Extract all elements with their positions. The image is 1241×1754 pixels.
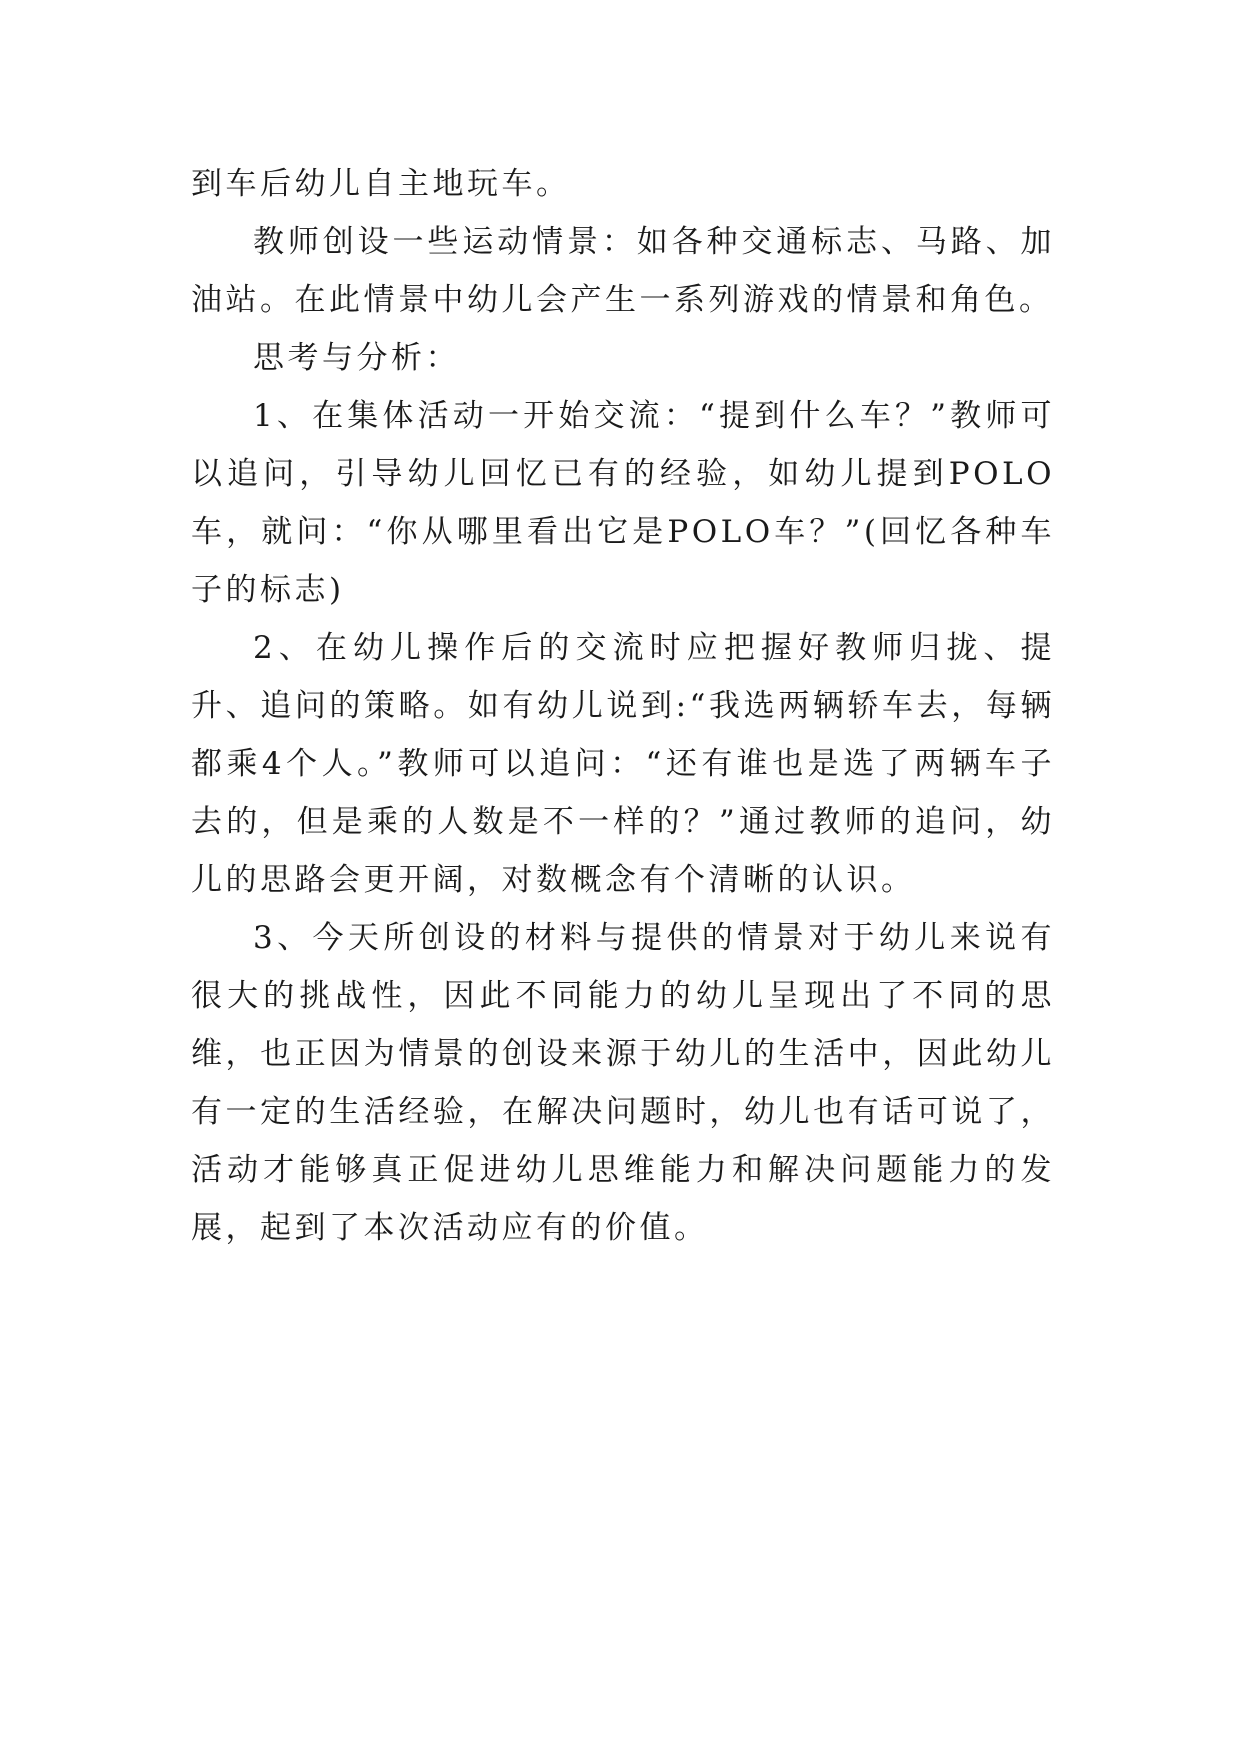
paragraph-scenario: 教师创设一些运动情景：如各种交通标志、马路、加油站。在此情景中幼儿会产生一系列游戏的情景和角色。 <box>191 224 1055 318</box>
paragraph-point-2: 2、在幼儿操作后的交流时应把握好教师归拢、提升、追问的策略。如有幼儿说到:“我选两辆轿车去，每辆都乘4个人。”教师可以追问：“还有谁也是选了两辆车子去的，但是乘的人数是不一样的？”通过教师的追问，幼儿的思路会更开阔，对数概念有个清晰的认识。 <box>191 630 1055 898</box>
paragraph-continuation: 到车后幼儿自主地玩车。 <box>191 166 571 202</box>
paragraph-point-1: 1、在集体活动一开始交流：“提到什么车？”教师可以追问，引导幼儿回忆已有的经验，如幼儿提到POLO车，就问：“你从哪里看出它是POLO车？”(回忆各种车子的标志) <box>191 398 1055 608</box>
section-heading-analysis: 思考与分析： <box>253 340 460 376</box>
paragraph-point-3: 3、今天所创设的材料与提供的情景对于幼儿来说有很大的挑战性，因此不同能力的幼儿呈现出了不同的思维，也正因为情景的创设来源于幼儿的生活中，因此幼儿有一定的生活经验，在解决问题时，幼儿也有话可说了，活动才能够真正促进幼儿思维能力和解决问题能力的发展，起到了本次活动应有的价值。 <box>191 920 1055 1246</box>
document-body <box>191 155 1055 1257</box>
